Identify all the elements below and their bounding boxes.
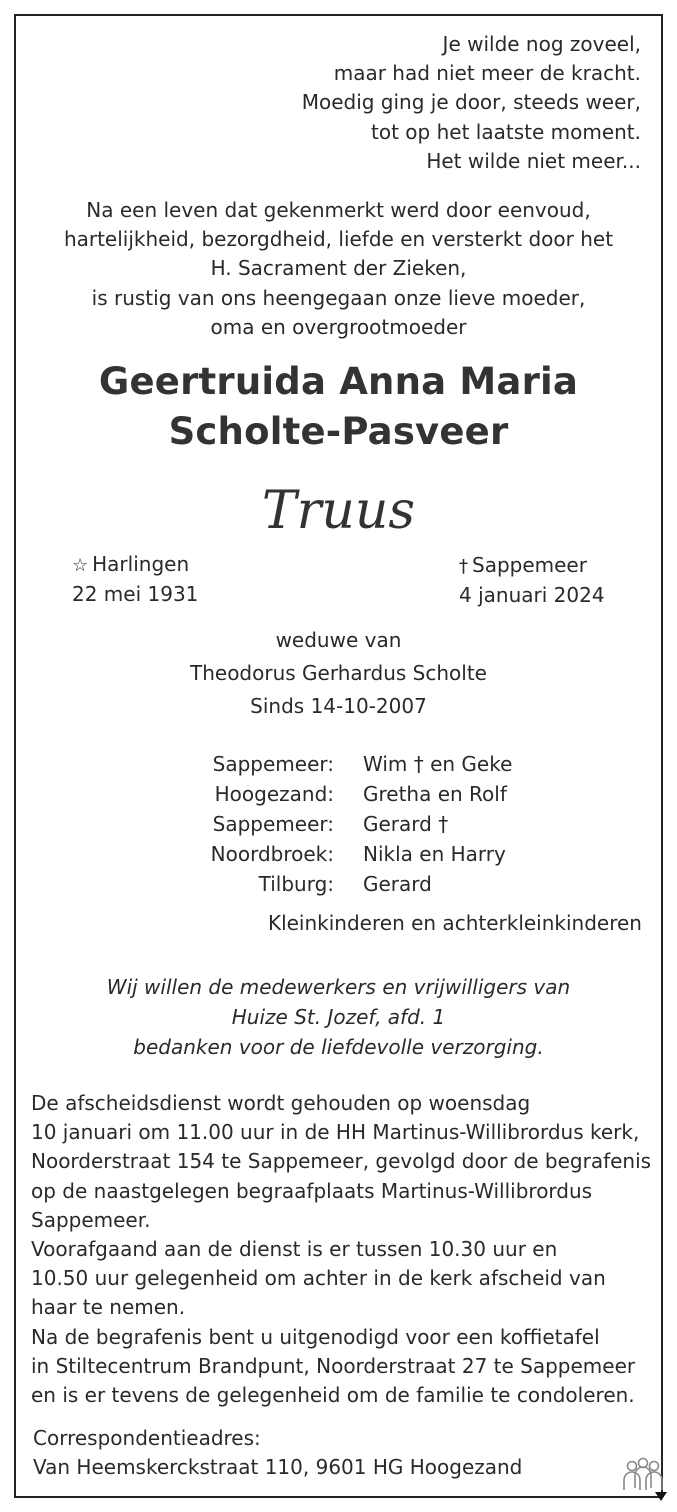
birth-place: Harlingen — [92, 552, 190, 576]
intro-line: oma en overgrootmoeder — [210, 314, 467, 339]
intro-line: Na een leven dat gekenmerkt werd door eenvoud, — [86, 198, 591, 222]
family-names-entry: Gerard † — [363, 812, 449, 836]
service-line: in Stiltecentrum Brandpunt, Noorderstraat 27 te Sappemeer — [31, 1353, 636, 1378]
service-line: Voorafgaand aan de dienst is er tussen 10.30 uur en — [31, 1237, 558, 1262]
family-place: Hoogezand: — [214, 782, 334, 806]
family-names-entry: Gerard — [363, 872, 432, 896]
family-place: Sappemeer: — [212, 812, 334, 836]
death-place: Sappemeer — [472, 553, 587, 577]
service-line: en is er tevens de gelegenheid om de familie te condoleren. — [31, 1383, 635, 1408]
poem — [302, 30, 641, 176]
correspondence-label: Correspondentieadres: — [33, 1426, 261, 1450]
service-line: haar te nemen. — [31, 1295, 186, 1320]
service-line: De afscheidsdienst wordt gehouden op woensdag — [31, 1091, 531, 1115]
thanks-text — [0, 972, 677, 1062]
service-line: Na de begrafenis bent u uitgenodigd voor een koffietafel — [31, 1324, 600, 1349]
widow-label: weduwe van — [275, 628, 402, 652]
family-names — [363, 749, 512, 899]
death-date: 4 januari 2024 — [459, 583, 605, 608]
intro-text — [0, 196, 677, 342]
thanks-line: bedanken voor de liefdevolle verzorging. — [133, 1035, 544, 1059]
spouse-name: Theodorus Gerhardus Scholte — [190, 661, 487, 685]
poem-line: Je wilde nog zoveel, — [442, 32, 641, 56]
thanks-line: Huize St. Jozef, afd. 1 — [231, 1005, 446, 1029]
service-line: op de naastgelegen begraafplaats Martinus-Willibrordus — [31, 1178, 593, 1203]
family-names-entry: Nikla en Harry — [363, 842, 506, 866]
poem-line: tot op het laatste moment. — [371, 119, 641, 144]
correspondence — [33, 1424, 522, 1482]
deceased-name-line2: Scholte-Pasveer — [168, 410, 509, 453]
family-place: Sappemeer: — [212, 752, 334, 776]
birth-date: 22 mei 1931 — [72, 582, 199, 607]
thanks-line: Wij willen de medewerkers en vrijwilligers van — [106, 975, 571, 999]
service-details — [31, 1089, 651, 1410]
intro-line: H. Sacrament der Zieken, — [210, 256, 467, 281]
widow-since: Sinds 14-10-2007 — [250, 694, 427, 718]
family-names-entry: Gretha en Rolf — [363, 782, 507, 806]
family-places — [211, 749, 334, 899]
deceased-name — [0, 357, 677, 457]
service-line: 10 januari om 11.00 uur in de HH Martinus-Willibrordus kerk, — [31, 1120, 640, 1145]
deceased-name-line1: Geertruida Anna Maria — [98, 360, 579, 403]
grandchildren: Kleinkinderen en achterkleinkinderen — [267, 911, 642, 935]
intro-line: hartelijkheid, bezorgdheid, liefde en versterkt door het — [63, 227, 614, 252]
poem-line: Moedig ging je door, steeds weer, — [301, 90, 641, 115]
poem-line: maar had niet meer de kracht. — [333, 61, 641, 86]
roepnaam: Truus — [261, 481, 416, 541]
service-line: Sappemeer. — [31, 1207, 151, 1232]
service-line: Noorderstraat 154 te Sappemeer, gevolgd door de begrafenis — [31, 1149, 652, 1174]
widow-info — [0, 624, 677, 723]
correspondence-address: Van Heemskerckstraat 110, 9601 HG Hoogezand — [33, 1455, 523, 1479]
family-names-entry: Wim † en Geke — [363, 752, 513, 776]
death-info — [459, 551, 605, 610]
intro-line: is rustig van ons heengegaan onze lieve moeder, — [91, 285, 586, 310]
cross-icon: † — [459, 556, 468, 577]
people-group-icon — [618, 1456, 668, 1502]
family-place: Noordbroek: — [210, 842, 334, 866]
birth-info — [72, 550, 198, 609]
service-line: 10.50 uur gelegenheid om achter in de kerk afscheid van — [31, 1266, 606, 1291]
family-place: Tilburg: — [258, 872, 334, 896]
poem-line: Het wilde niet meer... — [426, 148, 641, 173]
star-icon: ☆ — [72, 555, 89, 576]
